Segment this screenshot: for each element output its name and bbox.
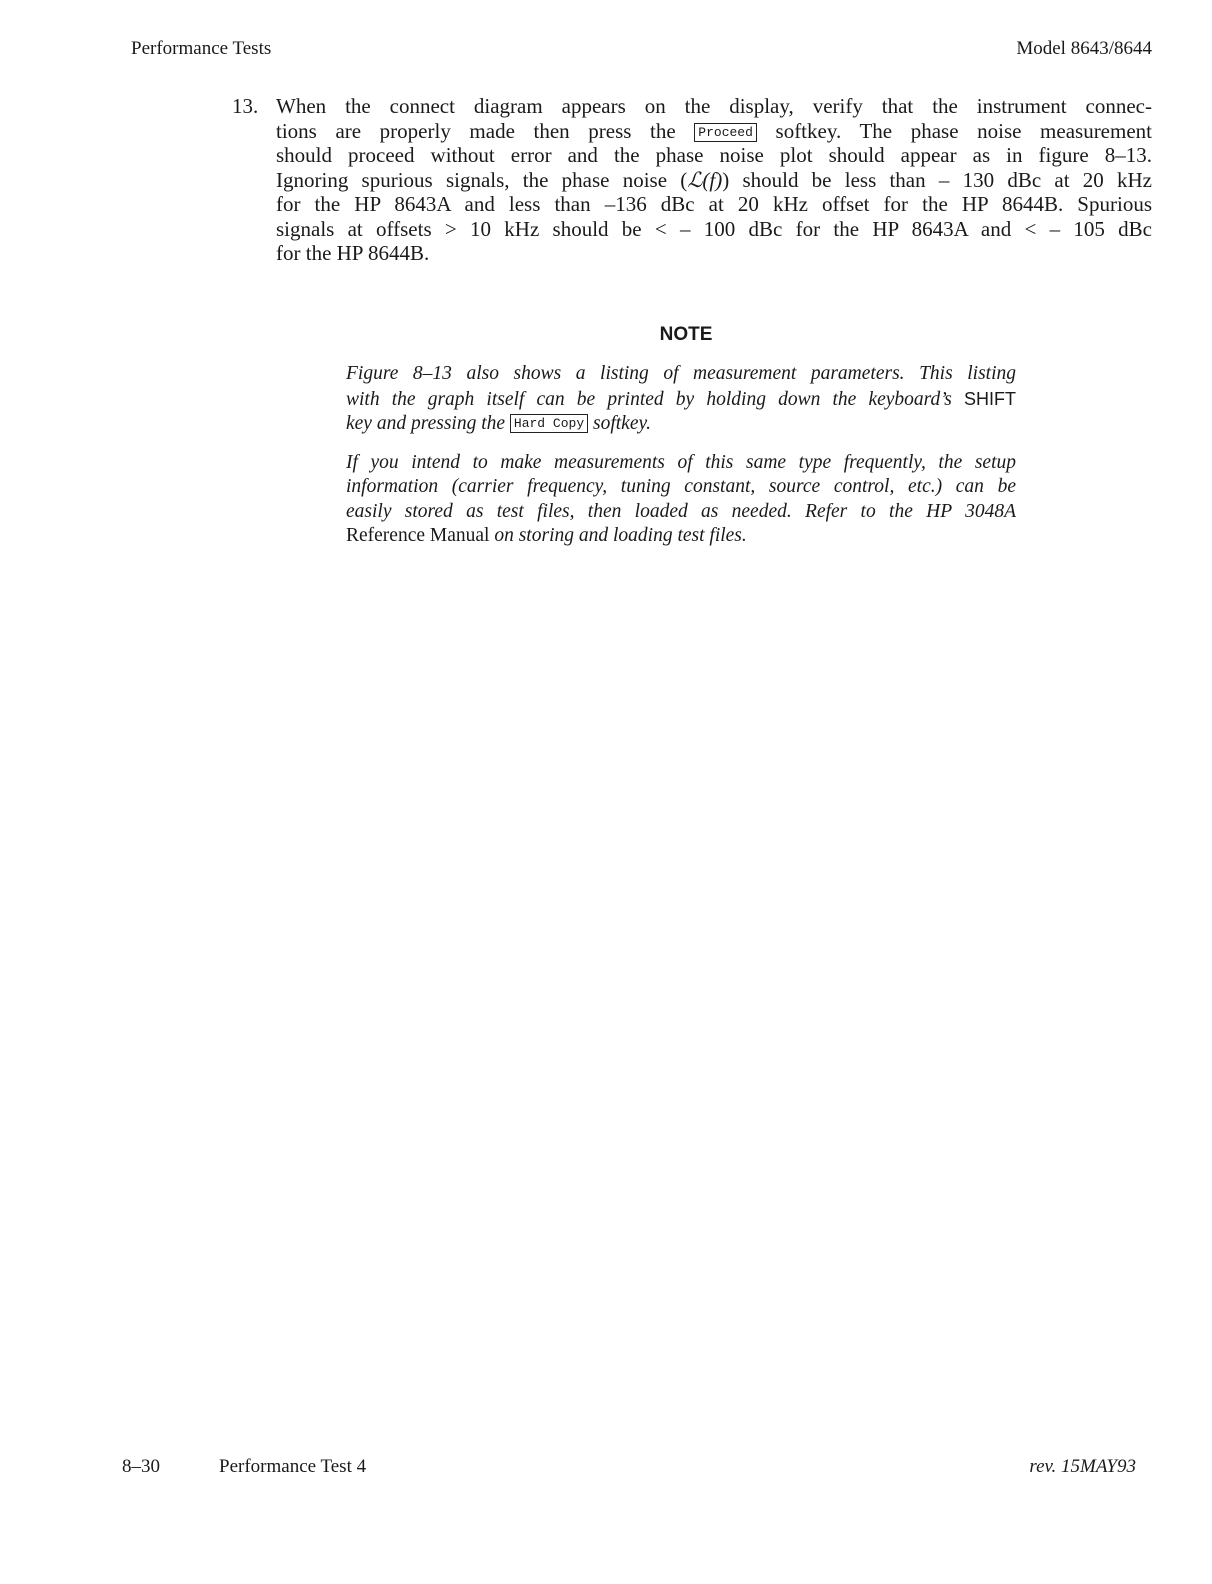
- note-p2-line-3: easily stored as test files, then loaded as needed. Refer to the HP 3048A: [346, 500, 1016, 522]
- note-p2-line-1: If you intend to make measurements of this same type frequently, the setup: [346, 451, 1016, 473]
- running-header-right: Model 8643/8644: [1016, 38, 1152, 59]
- revision-date: rev. 15MAY93: [1029, 1456, 1136, 1477]
- note-paragraph-2: [346, 451, 1016, 549]
- shift-key-label: SHIFT: [964, 388, 1017, 409]
- note-p1-line-3: [346, 412, 1016, 437]
- step-line-2-start: tions are properly made then press the: [276, 118, 676, 143]
- phase-noise-symbol: ℒ(f): [687, 167, 723, 192]
- procedure-step-13: [232, 94, 1152, 266]
- running-header-left: Performance Tests: [131, 38, 272, 59]
- note-p1-line-1: Figure 8–13 also shows a listing of measurement parameters. This listing: [346, 363, 1016, 384]
- step-number: 13.: [232, 94, 259, 118]
- step-line-6: signals at offsets > 10 kHz should be < – 100 dBc for the HP 8643A and < – 105 dBc: [276, 216, 1152, 241]
- note-p2-line-2: information (carrier frequency, tuning constant, source control, etc.) can be: [346, 476, 1016, 497]
- note-p1-line-3-end: softkey.: [593, 413, 651, 434]
- note-p1-line-2-text: with the graph itself can be printed by holding down the keyboard’s: [346, 388, 952, 410]
- note-p2-line-4-end: on storing and loading test files.: [494, 525, 747, 546]
- step-body: [276, 94, 1152, 266]
- step-line-4: [276, 168, 1152, 193]
- step-line-4-end: ) should be less than – 130 dBc at 20 kHz: [722, 167, 1152, 192]
- note-title: NOTE: [659, 324, 713, 345]
- note-p1-line-3-start: key and pressing the: [346, 413, 506, 434]
- note-paragraph-1: [346, 362, 1016, 437]
- note-block: [346, 362, 1016, 563]
- note-p2-line-4: [346, 524, 1016, 549]
- step-line-4-start: Ignoring spurious signals, the phase noise (: [276, 167, 688, 192]
- page-number: 8–30: [122, 1456, 160, 1477]
- step-line-3: should proceed without error and the phase noise plot should appear as in figure 8–13.: [276, 143, 1152, 167]
- hard-copy-softkey: Hard Copy: [510, 414, 588, 433]
- step-line-5: for the HP 8643A and less than –136 dBc at 20 kHz offset for the HP 8644B. Spurious: [276, 192, 1152, 216]
- step-line-1: When the connect diagram appears on the display, verify that the instrument connec-: [276, 94, 1152, 118]
- step-line-2-end: softkey. The phase noise measurement: [775, 118, 1152, 143]
- footer-section-title: Performance Test 4: [219, 1456, 367, 1477]
- step-line-2: [276, 119, 1152, 144]
- step-line-7: for the HP 8644B.: [276, 241, 430, 265]
- proceed-softkey: Proceed: [694, 123, 757, 142]
- reference-manual-title: Reference Manual: [346, 525, 490, 546]
- note-p1-line-2: [346, 387, 1016, 413]
